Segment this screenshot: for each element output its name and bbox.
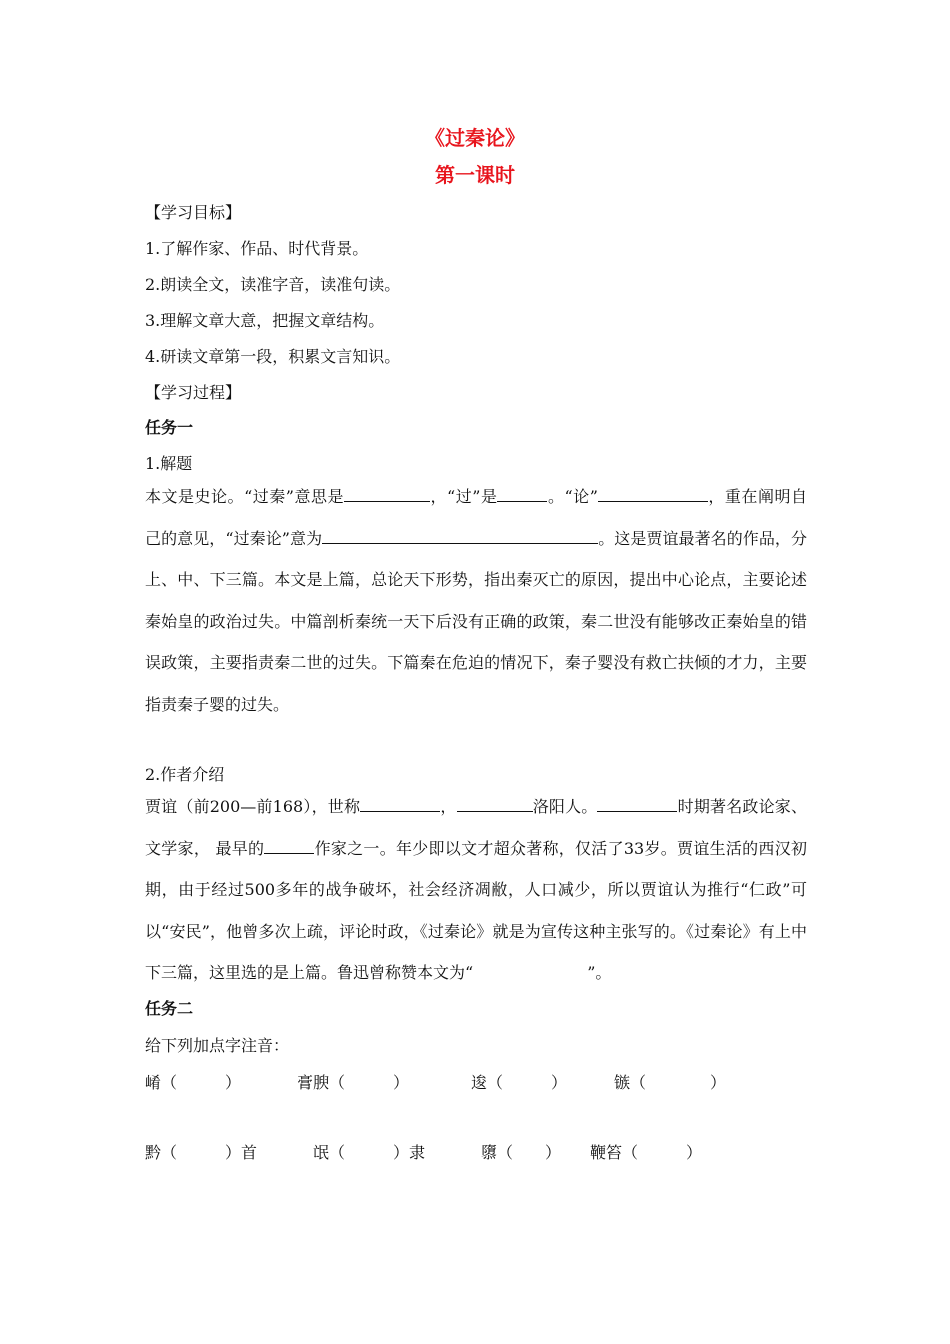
- pinyin-item: 逡（ ）: [471, 1073, 568, 1092]
- pinyin-item: 崤（ ）: [145, 1073, 242, 1092]
- section-heading-goals: 【学习目标】: [145, 203, 242, 222]
- fill-blank[interactable]: [360, 797, 440, 812]
- pinyin-item: 膏腴（ ）: [297, 1073, 410, 1092]
- goal-item: 1.了解作家、作品、时代背景。: [145, 239, 369, 258]
- task-two-heading: 任务二: [145, 999, 194, 1018]
- fill-blank[interactable]: [322, 529, 598, 544]
- lesson-subtitle: 第一课时: [435, 163, 515, 187]
- section-heading-process: 【学习过程】: [145, 383, 242, 402]
- task-one-heading: 任务一: [145, 418, 194, 437]
- fill-blank[interactable]: [344, 487, 430, 502]
- goal-item: 4.研读文章第一段，积累文言知识。: [145, 347, 401, 366]
- fill-blank[interactable]: [457, 797, 533, 812]
- pinyin-item: 镞（ ）: [614, 1073, 727, 1092]
- title-explanation-paragraph: 本文是史论。“过秦”意思是 ，“过”是 。“论” ，重在阐明自己的意见，“过秦论”意为 。这是贾谊最著名的作品，分上、中、下三篇。本文是上篇，总论天下形势，指出秦灭亡的原因，提出中心论点，主要论述秦始皇的政治过失。中篇剖析秦统一天下后没有正确的政策，秦二世没有能够改正秦始皇的错误政策，主要指责秦二世的过失。下篇秦在危迫的情况下，秦子婴没有救亡扶倾的才力，主要指责秦子婴的过失。: [145, 487, 807, 714]
- task-one-subheading: 1.解题: [145, 454, 193, 473]
- author-intro-paragraph: 贾谊（前200—前168），世称 ， 洛阳人。 时期著名政论家、文学家， 最早的 作家之一。年少即以文才超众著称，仅活了33岁。贾谊生活的西汉初期，由于经过500多年的战争破坏，社会经济凋敝，人口减少，所以贾谊认为推行“仁政”可以“安民”，他曾多次上疏，评论时政，《过秦论》就是为宣传这种主张写的。《过秦论》有上中下三篇，这里选的是上篇。鲁迅曾称赞本文为“ ”。: [145, 797, 807, 982]
- pinyin-item: 隳（ ）: [481, 1143, 562, 1162]
- document-title: 《过秦论》: [425, 126, 525, 150]
- pinyin-item: 氓（ ）隶: [313, 1143, 426, 1162]
- fill-blank[interactable]: [597, 797, 677, 812]
- fill-blank[interactable]: [497, 487, 547, 502]
- goal-item: 3.理解文章大意，把握文章结构。: [145, 311, 385, 330]
- goal-item: 2.朗读全文，读准字音，读准句读。: [145, 275, 401, 294]
- task-two-instruction: 给下列加点字注音：: [145, 1036, 290, 1055]
- fill-blank[interactable]: [598, 487, 708, 502]
- pinyin-item: 黔（ ）首: [145, 1143, 258, 1162]
- fill-blank[interactable]: [264, 839, 314, 854]
- task-one-subheading-author: 2.作者介绍: [145, 765, 225, 784]
- pinyin-item: 鞭笞（ ）: [590, 1143, 703, 1162]
